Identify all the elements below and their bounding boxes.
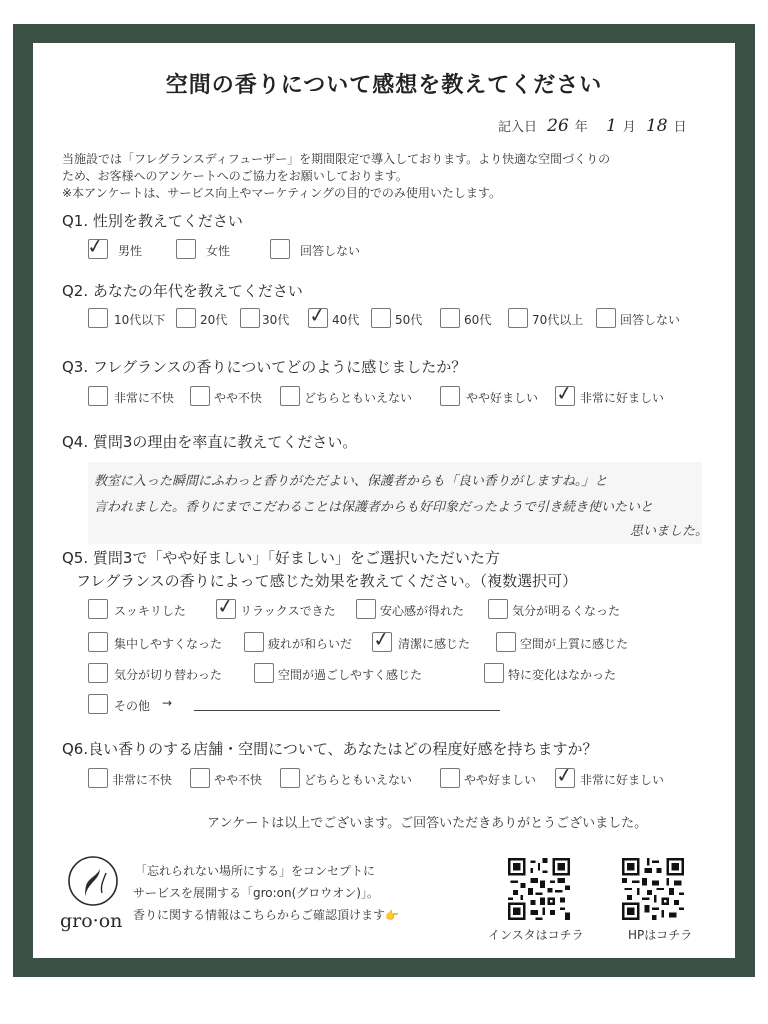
q5-checkbox[interactable] xyxy=(496,632,516,652)
date-month: 1 xyxy=(605,116,617,136)
q5-option-label: 集中しやすくなった xyxy=(114,637,223,651)
q2-checkbox[interactable] xyxy=(440,308,460,328)
q3-checkbox[interactable] xyxy=(88,386,108,406)
q2-label: Q2. あなたの年代を教えてください xyxy=(62,282,303,300)
q6-option-label: 非常に好ましい xyxy=(580,773,665,787)
website-qr-label: HPはコチラ xyxy=(628,928,693,942)
checkmark-icon: ✓ xyxy=(554,379,575,407)
q2-checkbox[interactable] xyxy=(371,308,391,328)
q6-label: Q6.良い香りのする店舗・空間について、あなたはどの程度好感を持ちますか？ xyxy=(62,740,598,758)
instagram-qr-code[interactable] xyxy=(508,858,570,920)
q2-option-label: 70代以上 xyxy=(532,313,584,327)
q5-sublabel: フレグランスの香りによって感じた効果を教えてください。（複数選択可） xyxy=(76,572,578,590)
q2-option-label: 20代 xyxy=(200,313,228,327)
pointing-hand-icon: 👉 xyxy=(385,909,399,922)
website-qr-code[interactable] xyxy=(622,858,684,920)
q3-checkbox[interactable] xyxy=(190,386,210,406)
brand-name: gro·on xyxy=(60,910,123,932)
q2-option-label: 回答しない xyxy=(620,313,681,327)
q6-checkbox[interactable] xyxy=(440,768,460,788)
q4-answer-line: 言われました。香りにまでこだわることは保護者からも好印象だったようで引き続き使いたいと xyxy=(94,500,654,515)
checkmark-icon: ✓ xyxy=(554,761,575,789)
q2-option-label: 30代 xyxy=(262,313,290,327)
q1-option-label: 回答しない xyxy=(300,244,361,258)
checkmark-icon: ✓ xyxy=(85,232,106,260)
q5-checkbox[interactable] xyxy=(88,694,108,714)
checkmark-icon: ✓ xyxy=(371,625,392,653)
q2-checkbox[interactable] xyxy=(176,308,196,328)
arrow-right-icon: → xyxy=(162,696,173,710)
q5-option-label: 清潔に感じた xyxy=(398,637,471,651)
intro-line: 当施設では「フレグランスディフューザー」を期間限定で導入しております。より快適な空間づくりの xyxy=(62,152,611,166)
q6-option-label: やや好ましい xyxy=(464,773,537,787)
q2-checkbox[interactable] xyxy=(596,308,616,328)
intro-line: ため、お客様へのアンケートへのご協力をお願いしております。 xyxy=(62,169,408,183)
q3-checkbox[interactable] xyxy=(440,386,460,406)
q4-answer-line: 教室に入った瞬間にふわっと香りがただよい、保護者からも「良い香りがしますね。」と xyxy=(94,474,608,489)
q3-label: Q3. フレグランスの香りについてどのように感じましたか？ xyxy=(62,358,467,376)
q5-option-label: リラックスできた xyxy=(240,604,336,618)
q5-option-label: その他 xyxy=(114,699,151,713)
date-year: 26 xyxy=(547,116,569,136)
q5-checkbox[interactable] xyxy=(244,632,264,652)
q1-option-label: 女性 xyxy=(206,244,231,258)
checkmark-icon: ✓ xyxy=(307,301,328,329)
q5-checkbox[interactable] xyxy=(88,599,108,619)
q6-checkbox[interactable] xyxy=(190,768,210,788)
intro-line: ※本アンケートは、サービス向上やマーケティングの目的でのみ使用いたします。 xyxy=(62,186,501,200)
q2-option-label: 40代 xyxy=(332,313,360,327)
q3-option-label: 非常に不快 xyxy=(114,391,175,405)
checkmark-icon: ✓ xyxy=(215,592,236,620)
q5-option-label: 空間が過ごしやすく感じた xyxy=(278,668,423,682)
q5-option-label: スッキリした xyxy=(114,604,186,618)
groon-logo-icon xyxy=(66,853,120,909)
q2-checkbox[interactable] xyxy=(88,308,108,328)
footer-line: サービスを展開する「gro:on(グロウオン)」。 xyxy=(133,886,379,900)
q4-answer-line: 思いました。 xyxy=(630,524,709,539)
q5-option-label: 空間が上質に感じた xyxy=(520,637,629,651)
footer-line: 香りに関する情報はこちらからご確認頂けます👉 xyxy=(133,908,399,922)
q5-option-label: 疲れが和らいだ xyxy=(268,637,353,651)
q5-checkbox[interactable] xyxy=(488,599,508,619)
q1-label: Q1. 性別を教えてください xyxy=(62,212,243,230)
date-field: 記入日 26 年 1 月 18 日 xyxy=(498,116,687,136)
q5-checkbox[interactable] xyxy=(356,599,376,619)
instagram-qr-label: インスタはコチラ xyxy=(488,928,584,942)
q6-checkbox[interactable] xyxy=(280,768,300,788)
q2-checkbox[interactable] xyxy=(508,308,528,328)
q6-option-label: 非常に不快 xyxy=(112,773,173,787)
q1-option-label: 男性 xyxy=(118,244,143,258)
q5-checkbox[interactable] xyxy=(88,663,108,683)
q4-label: Q4. 質問3の理由を率直に教えてください。 xyxy=(62,433,358,451)
q5-label: Q5. 質問3で「やや好ましい」「好ましい」をご選択いただいた方 xyxy=(62,549,500,567)
q5-checkbox[interactable] xyxy=(254,663,274,683)
q6-checkbox[interactable] xyxy=(88,768,108,788)
q5-option-label: 気分が切り替わった xyxy=(114,668,222,682)
q2-checkbox[interactable] xyxy=(240,308,260,328)
q3-option-label: やや不快 xyxy=(214,391,263,405)
page-title: 空間の香りについて感想を教えてください xyxy=(165,73,603,98)
q2-option-label: 10代以下 xyxy=(114,313,166,327)
q6-option-label: やや不快 xyxy=(214,773,263,787)
q6-option-label: どちらともいえない xyxy=(304,773,413,787)
q2-option-label: 60代 xyxy=(464,313,492,327)
q1-checkbox[interactable] xyxy=(270,239,290,259)
q5-checkbox[interactable] xyxy=(484,663,504,683)
q3-checkbox[interactable] xyxy=(280,386,300,406)
q3-option-label: 非常に好ましい xyxy=(580,391,665,405)
q5-option-label: 特に変化はなかった xyxy=(508,668,617,682)
q3-option-label: やや好ましい xyxy=(466,391,539,405)
q5-option-label: 安心感が得れた xyxy=(380,604,465,618)
q1-checkbox[interactable] xyxy=(176,239,196,259)
footer-line: 「忘れられない場所にする」をコンセプトに xyxy=(135,864,376,878)
closing-message: アンケートは以上でございます。ご回答いただきありがとうございました。 xyxy=(207,816,648,831)
date-day: 18 xyxy=(645,116,668,136)
q2-option-label: 50代 xyxy=(395,313,423,327)
q5-checkbox[interactable] xyxy=(88,632,108,652)
q5-other-input-line[interactable] xyxy=(194,710,500,711)
q3-option-label: どちらともいえない xyxy=(304,391,413,405)
q5-option-label: 気分が明るくなった xyxy=(512,604,621,618)
